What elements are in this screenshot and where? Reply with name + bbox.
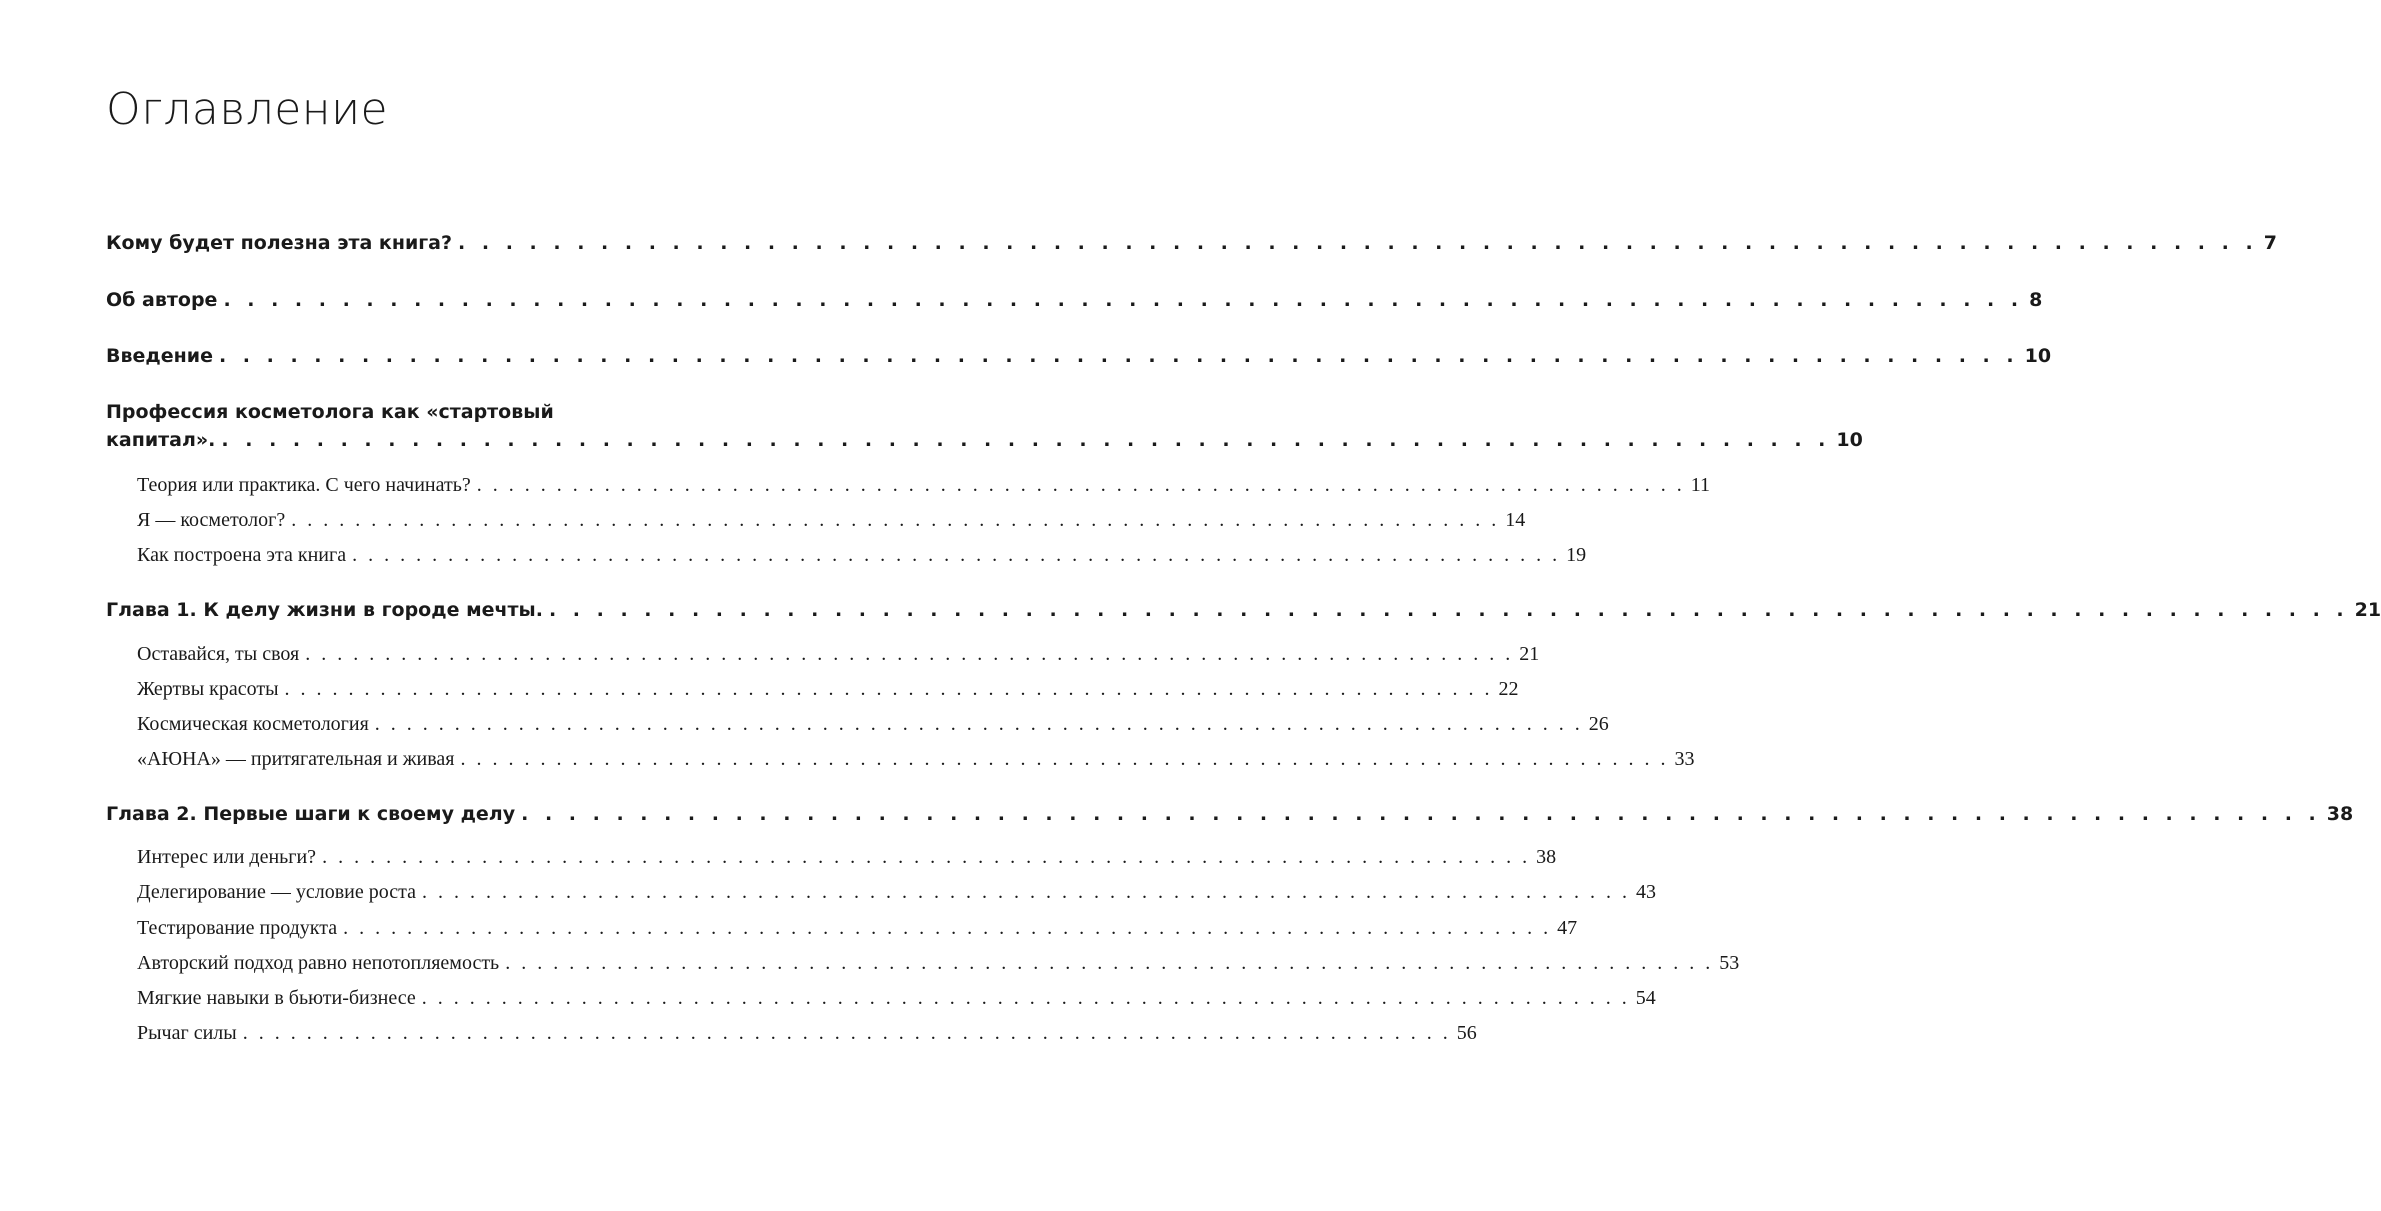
dot-leader — [291, 509, 1499, 532]
dot-leader — [505, 952, 1713, 975]
toc-entry-chapter-1[interactable] — [106, 599, 2381, 621]
dot-leader — [549, 599, 2349, 621]
toc-entry-page: 7 — [2263, 232, 2277, 254]
toc-subentry-interest-or-money[interactable] — [137, 846, 1557, 869]
toc-entry-title: Об авторе — [106, 289, 218, 311]
toc-entry-title: Оставайся, ты своя — [137, 643, 300, 665]
page-title: Оглавление — [106, 84, 389, 135]
toc-entry-page: 38 — [2326, 803, 2354, 825]
toc-entry-title: Глава 2. Первые шаги к своему делу — [106, 803, 516, 825]
toc-entry-title-line1: Профессия косметолога как «стартовый — [106, 401, 554, 423]
toc-entry-page: 43 — [1635, 881, 1656, 903]
toc-entry-page: 21 — [1519, 643, 1540, 665]
toc-entry-title: Космическая косметология — [137, 713, 369, 735]
toc-entry-title: Я — косметолог? — [137, 509, 286, 531]
toc-entry-title: Интерес или деньги? — [137, 846, 317, 868]
toc-subentry-am-i-cosmetologist[interactable] — [137, 509, 1526, 532]
dot-leader — [343, 917, 1551, 940]
toc-entry-page: 38 — [1536, 846, 1557, 868]
toc-entry-title: «АЮНА» — притягательная и живая — [137, 748, 455, 770]
toc-entry-introduction[interactable] — [106, 345, 2052, 367]
toc-entry-title: Введение — [106, 345, 213, 367]
toc-subentry-beauty-victims[interactable] — [137, 678, 1519, 701]
toc-entry-page: 33 — [1674, 748, 1695, 770]
toc-entry-title: Кому будет полезна эта книга? — [106, 232, 453, 254]
dot-leader — [458, 232, 2258, 254]
toc-subentry-cosmic-cosmetology[interactable] — [137, 713, 1609, 736]
dot-leader — [422, 881, 1630, 904]
toc-entry-title: Жертвы красоты — [137, 678, 279, 700]
toc-entry-profession[interactable] — [106, 398, 1863, 454]
toc-entry-who-is-book-for[interactable] — [106, 232, 2277, 254]
dot-leader — [461, 748, 1669, 771]
toc-entry-page: 10 — [1836, 429, 1863, 451]
toc-entry-title: Теория или практика. С чего начинать? — [137, 474, 471, 496]
toc-entry-title-line2: капитал». — [106, 429, 216, 451]
toc-subentry-product-testing[interactable] — [137, 917, 1578, 940]
toc-subentry-author-approach[interactable] — [137, 952, 1740, 975]
toc-entry-page: 8 — [2029, 289, 2043, 311]
toc-subentry-delegation[interactable] — [137, 881, 1656, 904]
dot-leader — [223, 289, 2023, 311]
toc-entry-page: 14 — [1505, 509, 1526, 531]
toc-entry-title: Авторский подход равно непотопляемость — [137, 952, 500, 974]
toc-entry-title: Рычаг силы — [137, 1022, 237, 1044]
dot-leader — [375, 713, 1583, 736]
toc-entry-page: 47 — [1557, 917, 1578, 939]
toc-entry-page: 11 — [1690, 474, 1710, 496]
dot-leader — [243, 1022, 1451, 1045]
toc-entry-title: Тестирование продукта — [137, 917, 338, 939]
toc-entry-page: 53 — [1719, 952, 1740, 974]
dot-leader — [285, 678, 1493, 701]
toc-entry-title: Глава 1. К делу жизни в городе мечты. — [106, 599, 543, 621]
toc-subentry-soft-skills[interactable] — [137, 987, 1656, 1010]
toc-entry-title: Делегирование — условие роста — [137, 881, 416, 903]
toc-entry-chapter-2[interactable] — [106, 803, 2354, 825]
toc-entry-title: Как построена эта книга — [137, 544, 347, 566]
toc-subentry-leverage[interactable] — [137, 1022, 1477, 1045]
toc-subentry-theory-or-practice[interactable] — [137, 474, 1710, 497]
toc-subentry-stay-youre-ours[interactable] — [137, 643, 1540, 666]
dot-leader — [477, 474, 1685, 497]
toc-subentry-ayuna[interactable] — [137, 748, 1695, 771]
toc-entry-page: 10 — [2024, 345, 2052, 367]
dot-leader — [352, 544, 1560, 567]
dot-leader — [322, 846, 1530, 869]
toc-entry-about-author[interactable] — [106, 289, 2043, 311]
dot-leader — [305, 643, 1513, 666]
toc-entry-page: 21 — [2354, 599, 2381, 621]
dot-leader: . . . . . . . . . . . . . . . . . . . . . . . . . . . . . . . . . . . . . . . . . . . . . . . . . . . . . . . . . . . . . . . . . . . . — [221, 429, 1831, 451]
dot-leader — [219, 345, 2019, 367]
toc-entry-page: 26 — [1588, 713, 1609, 735]
toc-entry-page: 56 — [1456, 1022, 1477, 1044]
toc-entry-page: 22 — [1498, 678, 1519, 700]
toc-subentry-book-structure[interactable] — [137, 544, 1587, 567]
dot-leader — [521, 803, 2321, 825]
toc-entry-page: 54 — [1635, 987, 1656, 1009]
toc-entry-page: 19 — [1566, 544, 1587, 566]
dot-leader — [422, 987, 1630, 1010]
toc-entry-title: Мягкие навыки в бьюти-бизнесе — [137, 987, 416, 1009]
